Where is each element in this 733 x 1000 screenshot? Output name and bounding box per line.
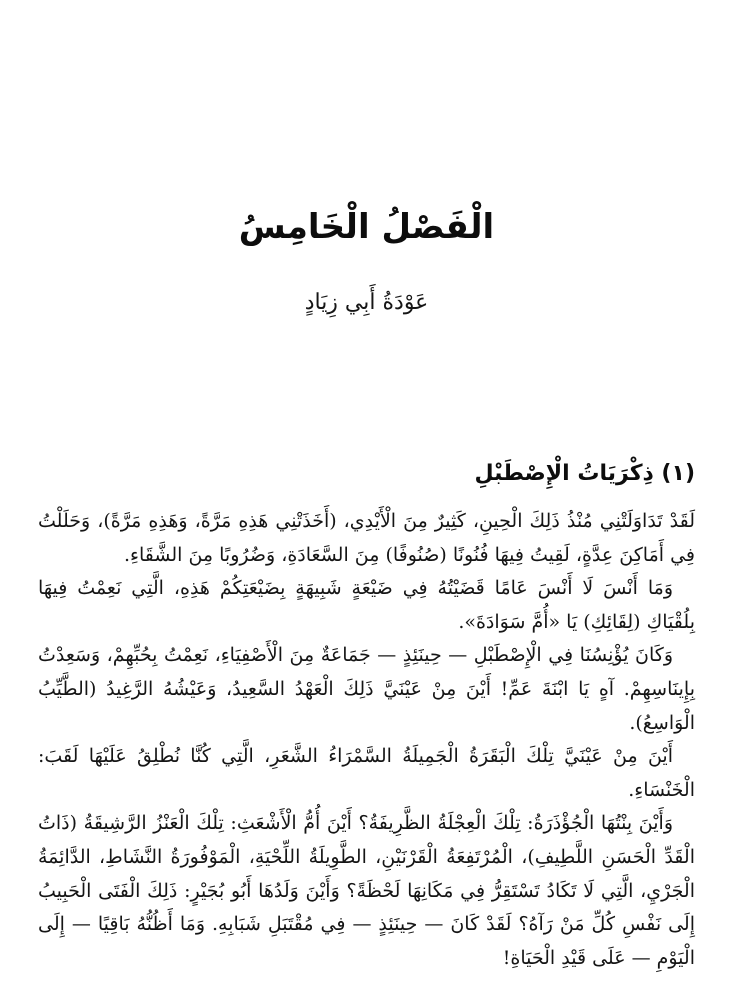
chapter-title: الْفَصْلُ الْخَامِسُ [238,207,495,247]
section-heading: (١) ذِكْرَيَاتُ الْإِصْطَبْلِ [474,461,695,486]
body-text [38,505,695,975]
paragraph: أَيْنَ مِنْ عَيْنَيَّ تِلْكَ الْبَقَرَةُ الْجَمِيلَةُ السَّمْرَاءُ الشَّعَرِ، الَّتِي كُنَّا نُطْلِقُ عَلَيْهَا لَقَبَ: الْخَنْسَاءِ. [38,745,695,801]
paragraph: وَأَيْنَ بِنْتُهَا الْجُؤْذَرَةُ: تِلْكَ الْعِجْلَةُ الظَّرِيفَةُ؟ أَيْنَ أُمُّ الْأَشْعَثِ: تِلْكَ الْعَنْزُ الرَّشِيقَةُ (ذَاتُ الْقَدِّ الْحَسَنِ اللَّطِيفِ)، الْمُرْتَفِعَةُ الْقَرْنَيْنِ، الطَّوِيلَةُ اللِّحْيَةِ، الْمَوْفُورَةُ النَّشَاطِ، الدَّائِمَةُ الْجَرْيِ، الَّتِي لَا تَكَادُ تَسْتَقِرُّ فِي مَكَانِهَا لَحْظَةً؟ وَأَيْنَ وَلَدُهَا أَبُو بُجَيْرٍ: ذَلِكَ الْفَتَى الْحَبِيبُ إِلَى نَفْسِ كُلِّ مَنْ رَآهُ؟ لَقَدْ كَانَ — حِينَئِذٍ — فِي مُقْتَبَلِ شَبَابِهِ. وَمَا أَظُنُّهُ بَاقِيًا — إِلَى الْيَوْمِ — عَلَى قَيْدِ الْحَيَاةِ! [38,812,695,969]
chapter-subtitle: عَوْدَةُ أَبِي زِيَادٍ [304,290,429,315]
paragraph: لَقَدْ تَدَاوَلَتْنِي مُنْذُ ذَلِكَ الْحِينِ، كَثِيرٌ مِنَ الْأَيْدِي، (أَخَذَتْنِي هَذِهِ مَرَّةً، وَهَذِهِ مَرَّةً)، وَحَلَلْتُ فِي أَمَاكِنَ عِدَّةٍ، لَقِيتُ فِيهَا فُنُونًا (صُنُوفًا) مِنَ السَّعَادَةِ، وَضُرُوبًا مِنَ الشَّقَاءِ. [38,510,695,566]
paragraph: وَكَانَ يُؤْنِسُنَا فِي الْإِصْطَبْلِ — حِينَئِذٍ — جَمَاعَةٌ مِنَ الْأَصْفِيَاءِ، نَعِمْتُ بِحُبِّهِمْ، وَسَعِدْتُ بِإِينَاسِهِمْ. آهٍ يَا ابْنَةَ عَمِّ! أَيْنَ مِنْ عَيْنَيَّ ذَلِكَ الْعَهْدُ السَّعِيدُ، وَعَيْشُهُ الرَّغِيدُ (الطَّيِّبُ الْوَاسِعُ). [38,644,695,734]
paragraph: وَمَا أَنْسَ لَا أَنْسَ عَامًا قَضَيْتُهُ فِي ضَيْعَةٍ شَبِيهَةٍ بِضَيْعَتِكُمْ هَذِهِ، الَّتِي نَعِمْتُ فِيهَا بِلُقْيَاكِ (لِقَائِكِ) يَا «أُمَّ سَوَادَةَ». [38,577,695,633]
